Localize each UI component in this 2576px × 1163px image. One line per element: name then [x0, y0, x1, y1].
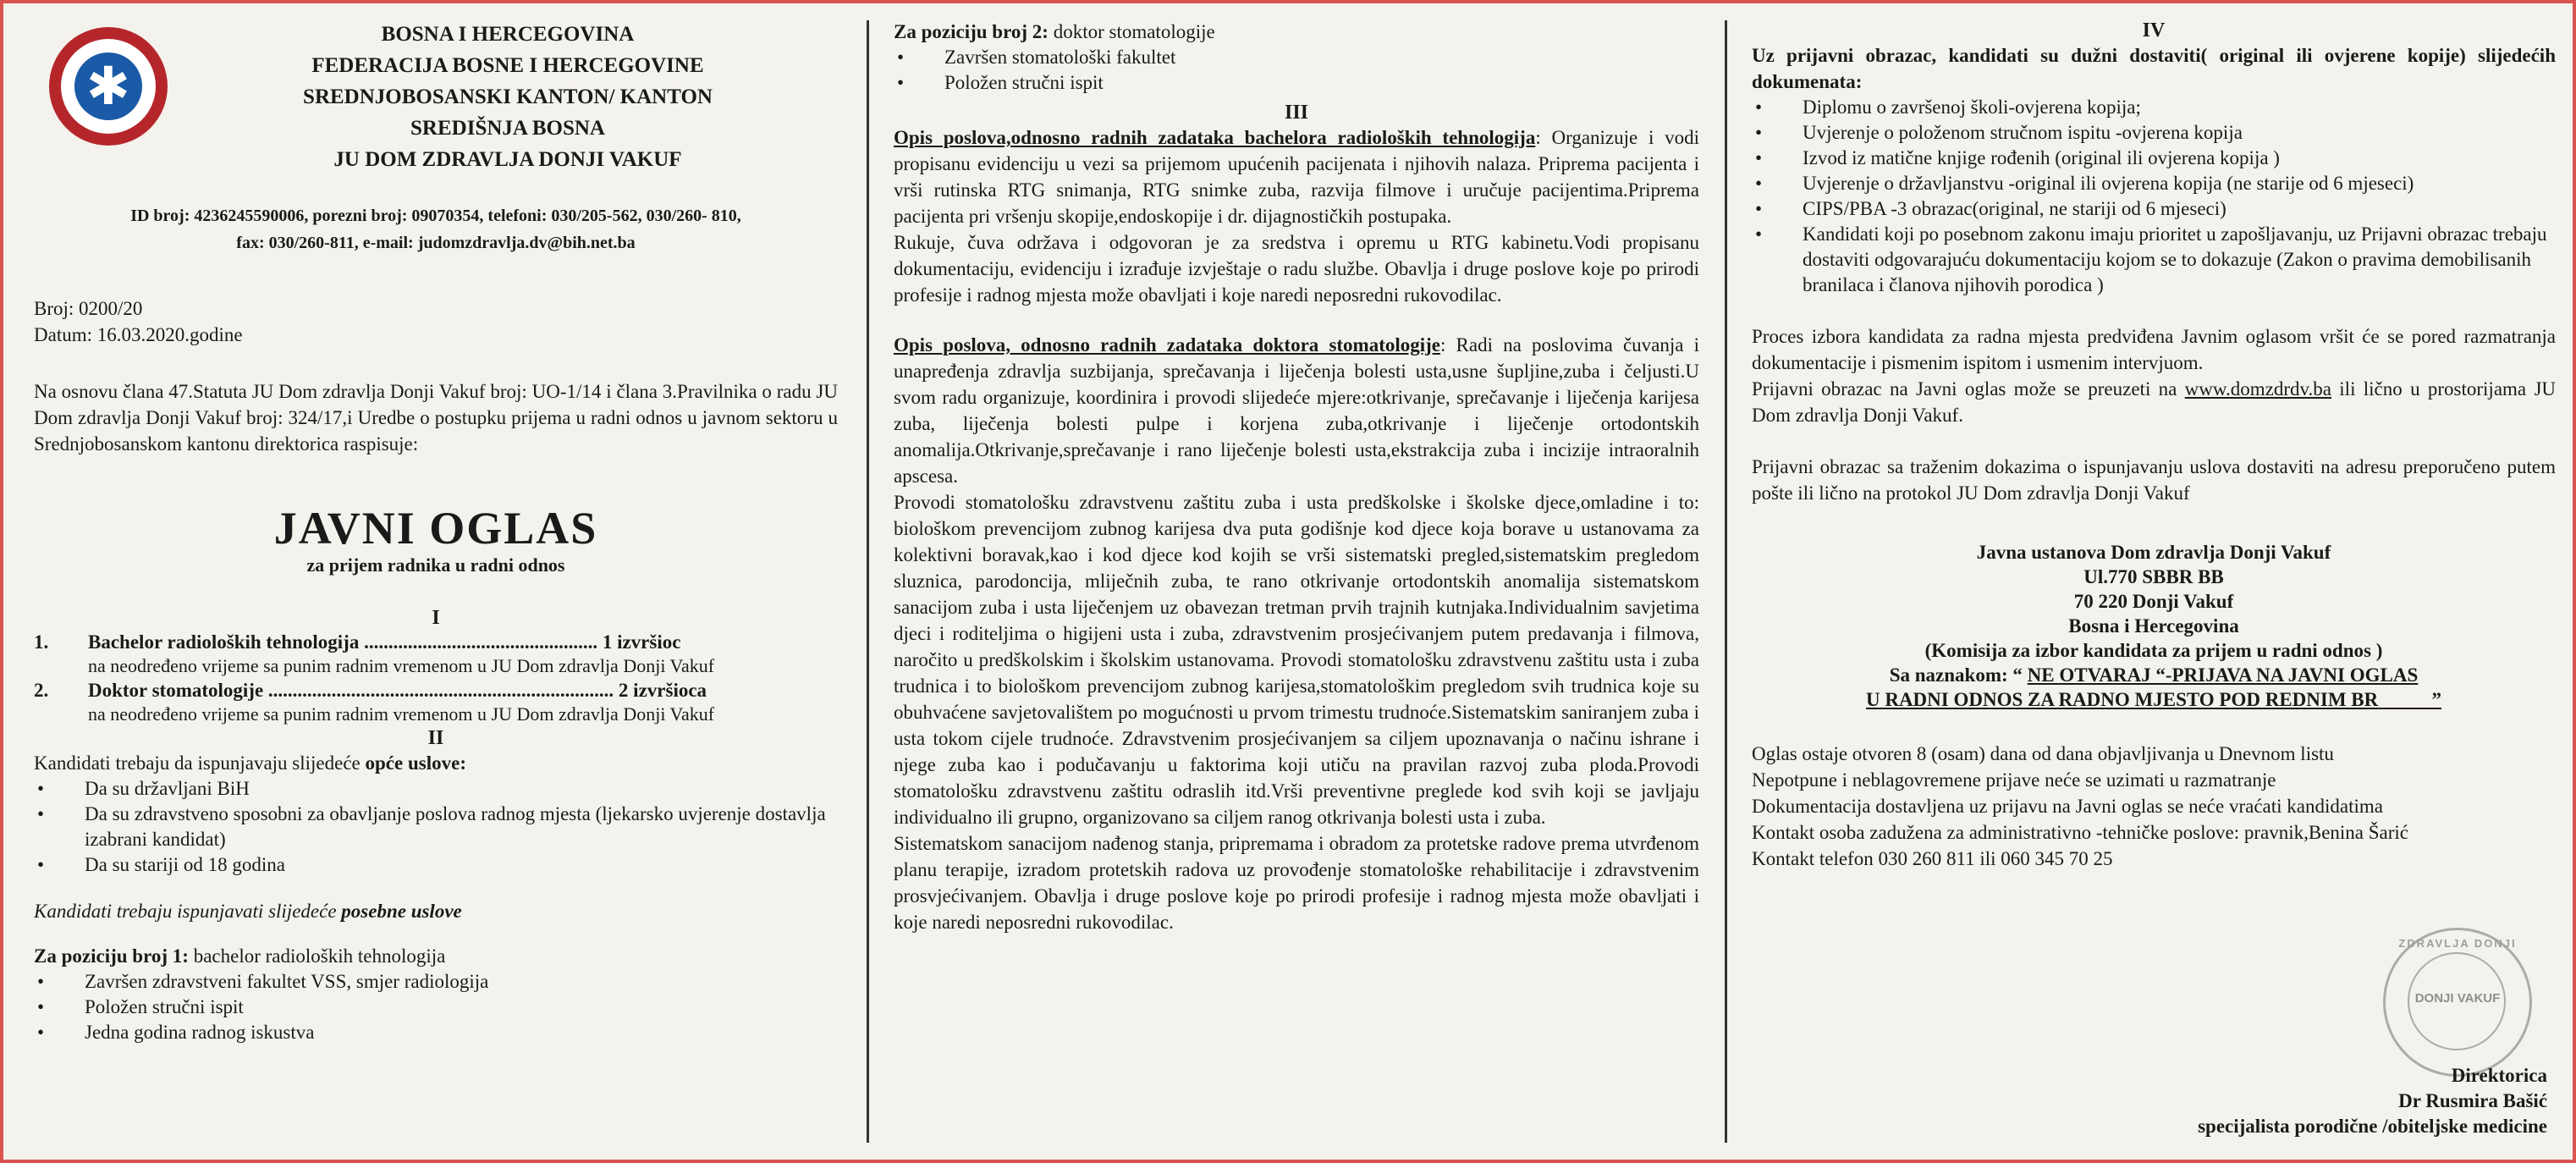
header-line: FEDERACIJA BOSNE I HERCEGOVINE: [311, 54, 704, 77]
closing-line: Dokumentacija dostavljena uz prijavu na Javni oglas se neće vraćati kandidatima: [1752, 796, 2383, 817]
list-item: • Jedna godina radnog iskustva: [34, 1020, 838, 1045]
address-line: Ul.770 SBBR BB: [2083, 566, 2224, 587]
section-heading: III: [1284, 102, 1309, 124]
closing-notes: [1752, 741, 2556, 872]
section-heading: I: [432, 607, 440, 629]
column-3: [1752, 19, 2556, 1144]
official-stamp: [2383, 928, 2532, 1077]
documents-list: [1752, 95, 2556, 298]
job-description-dentist-2: Provodi stomatološku zdravstvenu zaštitu zuba i usta predškolske i školske djece,omladine i to: biološkom prevencijom zubnog karijesa dva puta godišnje kod djece koja borave u ustanovama za kolektivni boravak,kao i kod djece kod kojih se vrši sistematski pregled,sistematskim pregledom sluznica, parodoncija, mliječnih zuba, te rano otkrivanje ortodontskih anomalija sistematskom sanacijom zuba i usta liječenjem uz obavezan tretman prvih trajnih kutnjaka.Individualnim savjetima djeci i roditeljima o higijeni usta i zuba, zdravstvenim prosjećivanjem putem predavanja i filmova, naročito u predškolskim i školskim ustanovama. Provodi stomatološku zdravstvenu zaštitu usta i zuba trudnica i to biološkom prevencijom zubnog karijesa,stomatološkim pregledom svih trudnica koje su obuhvaćene savjetovalištem po mogućnosti u prvom trimestu trudnoće.Sistematskim saniranjem zuba i usta tokom cijele trudnoće. Zdravstvenim prosjećivanjem sa ciljem upoznavanja o načinu ishrane i njege zuba kao i podučavanju u faktorima koji utiču na pravilan razvoj zuba ploda.Provodi stomatološku zdravstvenu zaštitu odraslih itd.Vrši preventivne preglede kod svih koji se javljaju individualno ili grupno, organizovano sa ciljem ranog otkrivanja bolesti usta i zuba.: [894, 492, 1699, 828]
position-1-requirements: [34, 969, 838, 1045]
section-heading: IV: [2142, 19, 2166, 41]
stamp-text: ZDRAVLJA DONJI: [2398, 937, 2517, 950]
header-line: BOSNA I HERCEGOVINA: [381, 23, 635, 46]
column-2: [894, 19, 1699, 1144]
position-number: 2.: [34, 680, 49, 701]
id-line: fax: 030/260-811, e-mail: judomzdravlja.dv@bih.net.ba: [236, 234, 636, 252]
contact-info: [34, 202, 838, 256]
list-item: • Da su stariji od 18 godina: [34, 852, 838, 878]
stamp-text: DONJI VAKUF: [2414, 991, 2501, 1006]
position-number: 1.: [34, 631, 49, 653]
address-block: [1752, 540, 2556, 712]
position-title: Bachelor radioloških tehnologija ................................................ 1 izvršioc: [88, 631, 681, 653]
position-1-heading: Za poziciju broj 1: bachelor radioloških tehnologija: [34, 945, 446, 967]
position-title: Doktor stomatologije ....................................................................... 2 izvršioca: [88, 680, 707, 701]
id-line: ID broj: 4236245590006, porezni broj: 09070354, telefoni: 030/205-562, 030/260- 810,: [130, 207, 741, 225]
position-desc: na neodređeno vrijeme sa punim radnim vremenom u JU Dom zdravlja Donji Vakuf: [88, 655, 715, 676]
selection-process: Proces izbora kandidata za radna mjesta predviđena Javnim oglasom vršit će se pored razmatranja dokumentacije i pismenim ispitom i usmenim intervjuom.: [1752, 326, 2556, 373]
position-2-requirements: [894, 45, 1699, 96]
position-item: [34, 630, 838, 654]
section-heading: II: [427, 727, 444, 749]
list-item: • Završen stomatološki fakultet: [894, 45, 1699, 70]
list-item: • Uvjerenje o državljanstvu -original ili ovjerena kopija (ne starije od 6 mjeseci): [1752, 171, 2556, 196]
list-item: • Kandidati koji po posebnom zakonu imaju prioritet u zapošljavanju, uz Prijavni obrazac trebaju dostaviti odgovarajuću dokumentaciju kojom se to dokazuje (Zakon o pravima demobilisanih branilaca i članova njihovih porodica ): [1752, 222, 2556, 298]
page-subtitle: za prijem radnika u radni odnos: [306, 554, 565, 576]
job-description-dentist: Opis poslova, odnosno radnih zadataka doktora stomatologije: Radi na poslovima čuvanja i unapređenja zdravlja suzbijanja, sprečavanja i liječenja bolesti usta,usne šupljine,zuba i čeljusti.U svom radu organizuje, koordinira i provodi slijedeće mjere:otkrivanje, sprečavanje i liječenja karijesa zuba, liječenja bolesti pulpe i korjena zuba,otkrivanje i liječenje ortodontskih anomalija.Otkrivanje,sprečavanje i rano liječenje bolesti usta,ekstrakcija zuba i incizije intraoralnih apscesa.: [894, 334, 1699, 487]
closing-line: Oglas ostaje otvoren 8 (osam) dana od dana objavljivanja u Dnevnom listu: [1752, 743, 2334, 764]
envelope-note-2: U RADNI ODNOS ZA RADNO MJESTO POD REDNIM BR ”: [1865, 689, 2442, 710]
general-conditions-list: [34, 776, 838, 878]
list-item: • CIPS/PBA -3 obrazac(original, ne stariji od 6 mjeseci): [1752, 196, 2556, 222]
institution-logo: [49, 27, 168, 146]
page-title: JAVNI OGLAS: [273, 503, 598, 554]
header-line: JU DOM ZDRAVLJA DONJI VAKUF: [333, 148, 682, 171]
signature-name: Dr Rusmira Bašić: [2398, 1090, 2547, 1111]
position-item: [34, 678, 838, 703]
closing-line: Nepotpune i neblagovremene prijave neće se uzimati u razmatranje: [1752, 769, 2276, 791]
address-line: Bosna i Hercegovina: [2068, 615, 2239, 637]
submission-info: Prijavni obrazac sa traženim dokazima o ispunjavanju uslova dostaviti na adresu preporučeno putem pošte ili lično na protokol JU Dom zdravlja Donji Vakuf: [1752, 456, 2556, 504]
doc-number: Broj: 0200/20: [34, 298, 143, 319]
closing-line: Kontakt telefon 030 260 811 ili 060 345 70 25: [1752, 848, 2113, 869]
address-line: (Komisija za izbor kandidata za prijem u radni odnos ): [1924, 640, 2383, 661]
signature-block: [2198, 1063, 2547, 1139]
closing-line: Kontakt osoba zadužena za administrativno -tehničke poslove: pravnik,Benina Šarić: [1752, 822, 2409, 843]
envelope-note: Sa naznakom: “ NE OTVARAJ “-PRIJAVA NA JAVNI OGLAS: [1889, 664, 2419, 686]
special-conditions-intro: Kandidati trebaju ispunjavati slijedeće posebne uslove: [34, 901, 462, 922]
column-divider: [1725, 20, 1727, 1143]
download-info: Prijavni obrazac na Javni oglas može se preuzeti na www.domzdrdv.ba ili lično u prostorijama JU Dom zdravlja Donji Vakuf.: [1752, 378, 2556, 426]
column-1: [34, 19, 838, 1144]
list-item: • Uvjerenje o položenom stručnom ispitu -ovjerena kopija: [1752, 120, 2556, 146]
list-item: • Diplomu o završenoj školi-ovjerena kopija;: [1752, 95, 2556, 120]
institution-header: [178, 19, 838, 175]
column-divider: [867, 20, 869, 1143]
job-description-radiology: Opis poslova,odnosno radnih zadataka bachelora radioloških tehnologija: Organizuje i vodi propisanu evidenciju u vezi sa prijemom upućenih pacijenata i njihovih nalaza. Priprema pacijenta i vrši rutinska RTG snimanja, RTG snimke zuba, razvija filmove i uručuje pacijentima.Priprema pacijenta pri vršenju skopije,endoskopije i dr. dijagnostičkih postupaka.: [894, 127, 1699, 227]
job-description-radiology-2: Rukuje, čuva održava i odgovoran je za sredstva i opremu u RTG kabinetu.Vodi propisanu dokumentaciju, evidenciju i izrađuje izvještaje o radu službe. Obavlja i druge poslove koje po prirodi profesije i radnog mjesta može obavljati i koje naredi neposredni rukovodilac.: [894, 232, 1699, 306]
star-of-life-icon: ✱: [74, 52, 142, 120]
list-item: • Izvod iz matične knjige rođenih (original ili ovjerena kopija ): [1752, 146, 2556, 171]
doc-date: Datum: 16.03.2020.godine: [34, 324, 243, 345]
signature-title: specijalista porodične /obiteljske medicine: [2198, 1116, 2547, 1137]
job-description-dentist-3: Sistematskom sanacijom nađenog stanja, pripremama i obradom za protetske radove prema utvrđenom planu terapije, izradom protetskih radova uz provođenje stomatološke rehabilitacije i zdravstvenim prosvjećivanjem. Obavlja i druge poslove koje po prirodi profesije i radnog mjesta može obavljati i koje naredi neposredni rukovodilac.: [894, 833, 1699, 933]
header-line: SREDNJOBOSANSKI KANTON/ KANTON: [303, 85, 713, 108]
website-link[interactable]: www.domzdrdv.ba: [2184, 378, 2331, 400]
general-conditions-intro: Kandidati trebaju da ispunjavaju slijedeće opće uslove:: [34, 752, 466, 774]
position-2-heading: Za poziciju broj 2: doktor stomatologije: [894, 21, 1215, 42]
address-line: 70 220 Donji Vakuf: [2073, 591, 2234, 612]
list-item: • Položen stručni ispit: [894, 70, 1699, 96]
list-item: • Da su zdravstveno sposobni za obavljanje poslova radnog mjesta (ljekarsko uvjerenje dostavlja izabrani kandidat): [34, 802, 838, 852]
positions-list: [34, 630, 838, 726]
header-line: SREDIŠNJA BOSNA: [410, 117, 605, 140]
list-item: • Da su državljani BiH: [34, 776, 838, 802]
documents-intro: Uz prijavni obrazac, kandidati su dužni dostaviti( original ili ovjerene kopije) slijedećih dokumenata:: [1752, 45, 2556, 92]
address-line: Javna ustanova Dom zdravlja Donji Vakuf: [1976, 542, 2331, 563]
list-item: • Završen zdravstveni fakultet VSS, smjer radiologija: [34, 969, 838, 995]
signature-role: Direktorica: [2451, 1065, 2547, 1086]
list-item: • Položen stručni ispit: [34, 995, 838, 1020]
position-desc: na neodređeno vrijeme sa punim radnim vremenom u JU Dom zdravlja Donji Vakuf: [88, 703, 715, 725]
intro-paragraph: Na osnovu člana 47.Statuta JU Dom zdravlja Donji Vakuf broj: UO-1/14 i člana 3.Pravilnika o radu JU Dom zdravlja Donji Vakuf broj: 324/17,i Uredbe o postupku prijema u radni odnos u javnom sektoru u Srednjobosanskom kantonu direktorica raspisuje:: [34, 381, 838, 455]
